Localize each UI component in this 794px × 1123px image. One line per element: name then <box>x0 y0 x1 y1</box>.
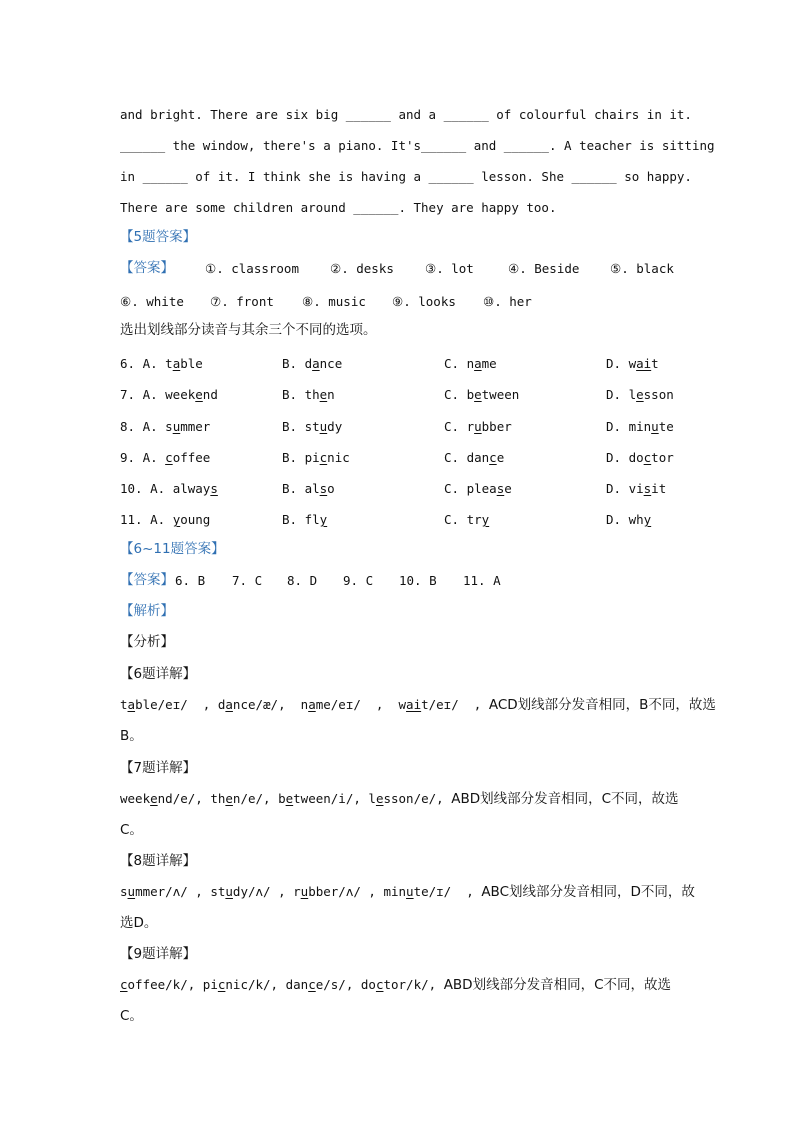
passage-line: ______ the window, there's a piano. It's______ and ______. A teacher is sitting <box>120 138 715 153</box>
underlined-letters: e <box>195 387 203 402</box>
underlined-letters: e <box>285 791 294 806</box>
underlined-letters: a <box>225 697 233 712</box>
option-d <box>606 356 659 371</box>
answer-item: 9. C <box>343 573 374 588</box>
option-d-word: D. wait <box>606 356 659 371</box>
q6-11-answer-label: 【答案】 <box>120 572 174 588</box>
detail-line-continued: B。 <box>120 728 143 744</box>
passage-line: There are some children around ______. They are happy too. <box>120 200 557 215</box>
phonetic-word: lesson/e/, <box>368 791 452 806</box>
detail-line <box>120 791 679 807</box>
option-c-word: C. between <box>444 387 520 402</box>
underlined-letters: u <box>319 419 328 434</box>
detail-line-continued: C。 <box>120 1008 143 1024</box>
answer-item: 6. B <box>175 573 206 588</box>
option-c <box>444 450 504 465</box>
option-a-word: table <box>165 356 203 371</box>
option-d-word: D. lesson <box>606 387 674 402</box>
underlined-letters: a <box>474 356 482 371</box>
q5-answer-heading: 【5题答案】 <box>120 229 197 245</box>
underlined-letters: u <box>406 884 414 899</box>
underlined-letters: u <box>172 419 181 434</box>
underlined-letters: e <box>474 387 482 402</box>
option-d <box>606 512 651 527</box>
phonetic-word: summer/ʌ/ , <box>120 884 211 899</box>
detail-line <box>120 884 695 900</box>
answer-item: 10. B <box>399 573 437 588</box>
underlined-letters: c <box>375 977 384 992</box>
detail-heading: 【6题详解】 <box>120 666 197 682</box>
option-b-word: B. picnic <box>282 450 350 465</box>
underlined-letters: a <box>312 356 320 371</box>
question-row-option-a: 7. A. weekend <box>120 387 218 402</box>
option-c <box>444 356 497 371</box>
option-b <box>282 419 342 434</box>
answer-item: ⑥. white <box>120 294 184 309</box>
underlined-letters: c <box>120 977 128 992</box>
option-c-word: C. dance <box>444 450 505 465</box>
underlined-letters: u <box>651 419 659 434</box>
option-b <box>282 387 335 402</box>
underlined-letters: c <box>319 450 328 465</box>
option-c-word: C. name <box>444 356 497 371</box>
option-a-word: young <box>172 512 211 527</box>
phonetic-word: rubber/ʌ/ , <box>293 884 384 899</box>
underlined-letters: e <box>375 791 384 806</box>
phonetic-word: weekend/e/, <box>120 791 211 806</box>
option-d <box>606 419 674 434</box>
option-d <box>606 450 674 465</box>
underlined-letters: y <box>643 512 652 527</box>
option-b <box>282 356 342 371</box>
passage-line: in ______ of it. I think she is having a ______ lesson. She ______ so happy. <box>120 169 692 184</box>
option-d <box>606 387 674 402</box>
answer-item: 11. A <box>463 573 501 588</box>
underlined-letters: e <box>150 791 158 806</box>
answer-item: ⑤. black <box>610 261 674 276</box>
detail-conclusion: ABC划线部分发音相同，D不同，故 <box>481 884 695 900</box>
option-a-word: weekend <box>165 387 218 402</box>
underlined-letters: u <box>127 884 136 899</box>
question-row-option-a: 11. A. young <box>120 512 211 527</box>
option-b-word: B. fly <box>282 512 328 527</box>
option-a-word: summer <box>165 419 211 434</box>
answer-item: 8. D <box>287 573 318 588</box>
underlined-letters: u <box>474 419 482 434</box>
underlined-letters: e <box>225 791 233 806</box>
phonetic-word: name/eɪ/ , <box>300 697 399 712</box>
phonetic-word: picnic/k/, <box>202 977 286 992</box>
detail-conclusion: ACD划线部分发音相同，B不同，故选 <box>488 697 716 713</box>
phonetic-word: then/e/, <box>210 791 279 806</box>
underlined-letters: u <box>225 884 233 899</box>
underlined-letters: y <box>172 512 181 527</box>
underlined-letters: s <box>496 481 505 496</box>
passage-line: and bright. There are six big ______ and a ______ of colourful chairs in it. <box>120 107 692 122</box>
answer-item: ②. desks <box>330 261 394 276</box>
q5-answer-label: 【答案】 <box>120 260 174 276</box>
instruction-text: 选出划线部分读音与其余三个不同的选项。 <box>120 322 377 338</box>
phonetic-word: table/eɪ/ , <box>120 697 218 712</box>
phonetic-word: wait/eɪ/ , <box>398 697 489 712</box>
option-b <box>282 450 350 465</box>
phonetic-word: coffee/k/, <box>120 977 203 992</box>
option-d-word: D. doctor <box>606 450 674 465</box>
question-row-option-a: 8. A. summer <box>120 419 211 434</box>
question-row-option-a: 9. A. coffee <box>120 450 211 465</box>
underlined-letters: a <box>172 356 181 371</box>
underlined-letters: e <box>319 387 328 402</box>
option-c <box>444 481 512 496</box>
option-c-word: C. rubber <box>444 419 512 434</box>
underlined-letters: a <box>308 697 316 712</box>
phonetic-word: doctor/k/, <box>360 977 444 992</box>
question-row-option-a: 10. A. always <box>120 481 218 496</box>
underlined-letters: c <box>643 450 652 465</box>
option-b-word: B. also <box>282 481 335 496</box>
option-b <box>282 512 327 527</box>
underlined-letters: c <box>217 977 226 992</box>
fenxi-label: 【分析】 <box>120 634 174 650</box>
underlined-letters: c <box>308 977 316 992</box>
detail-heading: 【8题详解】 <box>120 853 197 869</box>
detail-line-continued: C。 <box>120 822 143 838</box>
answer-item: ⑩. her <box>483 294 532 309</box>
answer-item: ①. classroom <box>205 261 299 276</box>
option-d-word: D. minute <box>606 419 674 434</box>
option-c-word: C. try <box>444 512 490 527</box>
option-d <box>606 481 666 496</box>
answer-item: 7. C <box>232 573 263 588</box>
answer-item: ④. Beside <box>508 261 580 276</box>
underlined-letters: u <box>300 884 309 899</box>
answer-item: ⑦. front <box>210 294 274 309</box>
detail-conclusion: ABD划线部分发音相同，C不同，故选 <box>443 977 672 993</box>
answer-item: ③. lot <box>425 261 474 276</box>
option-c <box>444 419 512 434</box>
detail-heading: 【9题详解】 <box>120 946 197 962</box>
option-c <box>444 512 489 527</box>
phonetic-word: dance/s/, <box>285 977 361 992</box>
option-d-word: D. why <box>606 512 652 527</box>
option-c <box>444 387 519 402</box>
analysis-label: 【解析】 <box>120 603 174 619</box>
phonetic-word: dance/æ/, <box>217 697 301 712</box>
phonetic-word: between/i/, <box>278 791 369 806</box>
option-b-word: B. dance <box>282 356 343 371</box>
underlined-letters: s <box>643 481 652 496</box>
detail-heading: 【7题详解】 <box>120 760 197 776</box>
detail-conclusion: ABD划线部分发音相同，C不同，故选 <box>451 791 679 807</box>
underlined-letters: s <box>210 481 218 496</box>
answer-item: ⑨. looks <box>392 294 456 309</box>
underlined-letters: c <box>489 450 497 465</box>
option-b-word: B. study <box>282 419 343 434</box>
underlined-letters: ai <box>406 697 422 712</box>
answer-item: ⑧. music <box>302 294 366 309</box>
underlined-letters: a <box>127 697 136 712</box>
underlined-letters: ai <box>636 356 652 371</box>
phonetic-word: study/ʌ/ , <box>210 884 294 899</box>
underlined-letters: y <box>319 512 328 527</box>
phonetic-word: minute/ɪ/ , <box>383 884 482 899</box>
question-row-option-a: 6. A. table <box>120 356 203 371</box>
underlined-letters: y <box>481 512 490 527</box>
option-d-word: D. visit <box>606 481 667 496</box>
option-b <box>282 481 335 496</box>
detail-line-continued: 选D。 <box>120 915 158 931</box>
underlined-letters: s <box>319 481 328 496</box>
option-a-word: always <box>172 481 218 496</box>
option-a-word: coffee <box>165 450 211 465</box>
q6-11-answer-heading: 【6~11题答案】 <box>120 541 225 557</box>
detail-line <box>120 697 716 713</box>
option-c-word: C. please <box>444 481 512 496</box>
option-b-word: B. then <box>282 387 335 402</box>
underlined-letters: c <box>165 450 173 465</box>
underlined-letters: e <box>636 387 644 402</box>
detail-line <box>120 977 671 993</box>
